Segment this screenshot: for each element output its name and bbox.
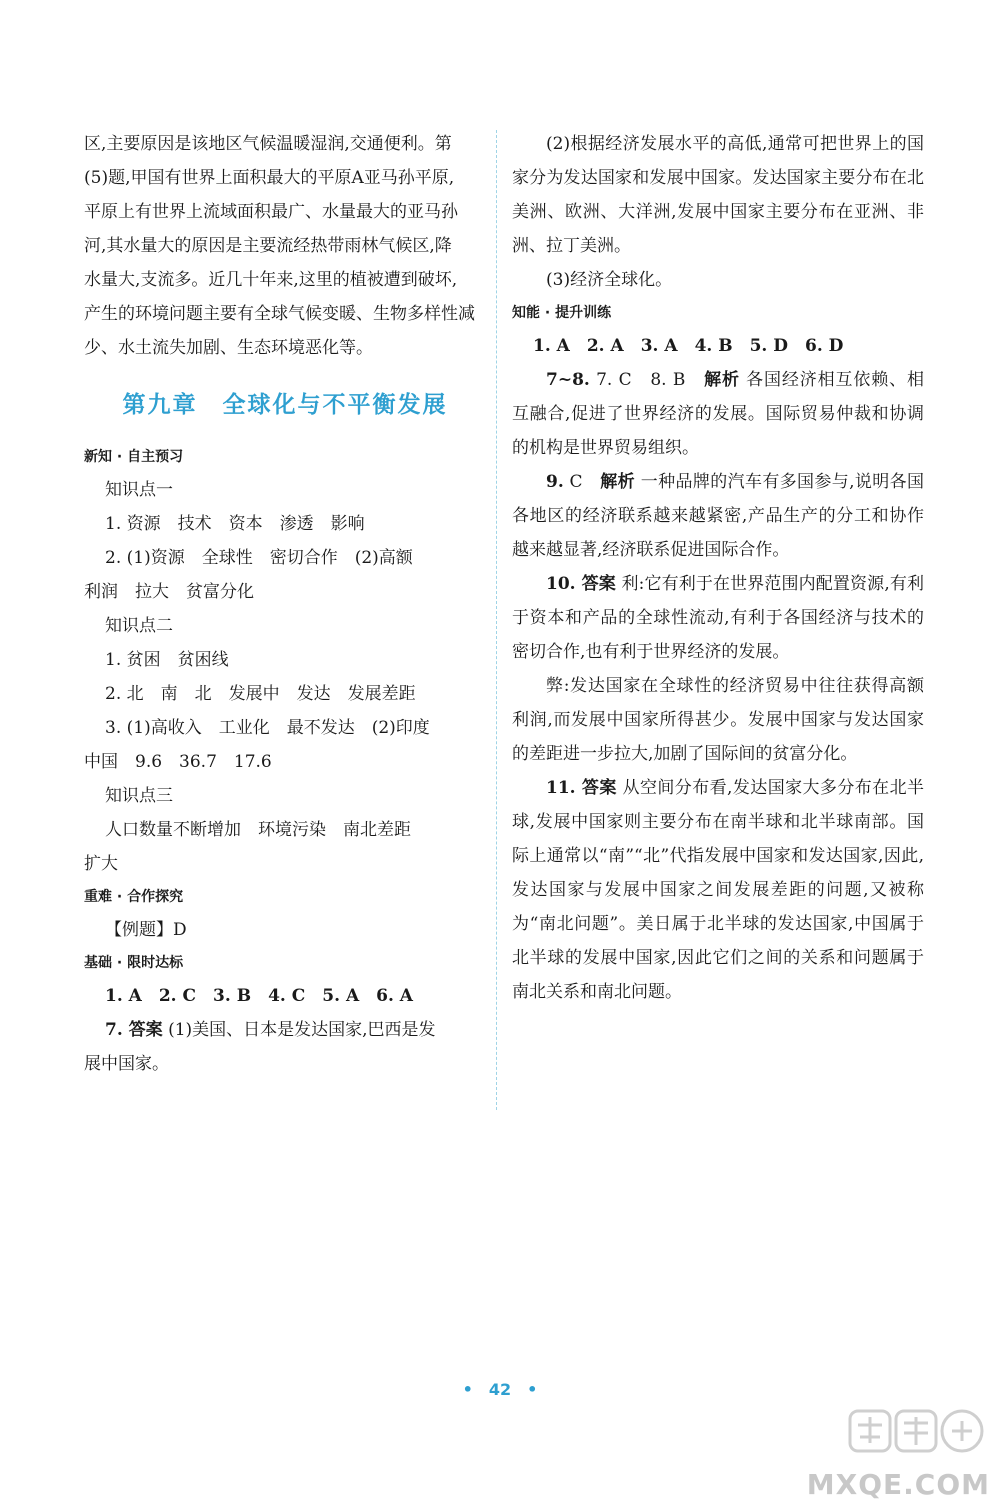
analysis-label: 解析 xyxy=(704,370,740,390)
mc-answers: 1. A 2. A 3. A 4. B 5. D 6. D xyxy=(533,336,844,356)
intro-line: 水量大,支流多。近几十年来,这里的植被遭到破坏, xyxy=(84,270,458,290)
knowledge-point-title: 知识点一 xyxy=(105,480,173,500)
column-divider xyxy=(496,130,497,1110)
q9-answer xyxy=(512,465,924,567)
q78-label: 7~8. xyxy=(546,370,590,390)
example-answer xyxy=(84,913,486,947)
intro-line: 产生的环境问题主要有全球气候变暖、生物多样性减 xyxy=(84,304,475,324)
q78-values: 7. C 8. B xyxy=(589,370,705,390)
page-dot-left: • xyxy=(462,1380,473,1399)
answer-line: 人口数量不断增加 环境污染 南北差距 xyxy=(105,820,411,840)
answer-line: 1. 贫困 贫困线 xyxy=(105,650,229,670)
answer-line: 2. 北 南 北 发展中 发达 发展差距 xyxy=(105,684,416,704)
q11-label: 11. 答案 xyxy=(546,778,617,798)
analysis-label: 解析 xyxy=(600,472,635,492)
page-number xyxy=(0,1380,1000,1399)
q9-analysis: 一种品牌的汽车有多国参与,说明各国各地区的经济联系越来越紧密,产品生产的分工和协作越来越显著,经济联系促进国际合作。 xyxy=(512,472,925,560)
intro-line: 少、水土流失加剧、生态环境恶化等。 xyxy=(84,338,373,358)
section-heading-preview: 新知 · 自主预习 xyxy=(84,449,184,465)
q78-analysis: 各国经济相互依赖、相互融合,促进了世界经济的发展。国际贸易仲裁和协调的机构是世界贸易组织。 xyxy=(512,370,925,458)
q10-answer-cont: 弊:发达国家在全球性的经济贸易中往往获得高额利润,而发展中国家所得甚少。发展中国家与发达国家的差距进一步拉大,加剧了国际间的贫富分化。 xyxy=(512,676,924,764)
q10-text: 利:它有利于在世界范围内配置资源,有利于资本和产品的全球性流动,有利于各国经济与技术的密切合作,也有利于世界经济的发展。 xyxy=(512,574,924,662)
example-label: 【例题】 xyxy=(105,920,173,940)
intro-line: 河,其水量大的原因是主要流经热带雨林气候区,降 xyxy=(84,236,452,256)
knowledge-point-title: 知识点三 xyxy=(105,786,173,806)
intro-line: 平原上有世界上流域面积最广、水量最大的亚马孙 xyxy=(84,202,458,222)
q9-value: C xyxy=(563,472,601,492)
answer-line: 2. (1)资源 全球性 密切合作 (2)高额 xyxy=(105,548,413,568)
q7-answer xyxy=(84,1013,486,1047)
intro-paragraph xyxy=(84,127,486,365)
answer-paragraph: (2)根据经济发展水平的高低,通常可把世界上的国家分为发达国家和发展中国家。发达国家主要分布在北美洲、欧洲、大洋洲,发展中国家主要分布在亚洲、非洲、拉丁美洲。 xyxy=(512,134,924,256)
page-number-value: 42 xyxy=(488,1380,512,1399)
intro-line: (5)题,甲国有世界上面积最大的平原A亚马孙平原, xyxy=(84,168,455,188)
chapter-title: 第九章 全球化与不平衡发展 xyxy=(122,391,448,418)
answer-line: 利润 拉大 贫富分化 xyxy=(84,582,254,602)
q7-text-cont: 展中国家。 xyxy=(84,1054,169,1074)
q10-answer xyxy=(512,567,924,669)
answer-line: 3. (1)高收入 工业化 最不发达 (2)印度 xyxy=(105,718,430,738)
section-heading-explore: 重难 · 合作探究 xyxy=(84,889,184,905)
answer-paragraph: (3)经济全球化。 xyxy=(546,270,673,290)
q10-label: 10. 答案 xyxy=(546,574,616,594)
example-value: D xyxy=(173,920,187,940)
section-heading-basic: 基础 · 限时达标 xyxy=(84,955,184,971)
left-column xyxy=(84,127,486,1081)
answer-line: 中国 9.6 36.7 17.6 xyxy=(84,752,272,772)
q7-text: (1)美国、日本是发达国家,巴西是发 xyxy=(162,1020,436,1040)
right-column xyxy=(512,127,924,1009)
answer-line: 1. 资源 技术 资本 渗透 影响 xyxy=(105,514,365,534)
basic-answers: 1. A 2. C 3. B 4. C 5. A 6. A xyxy=(105,986,413,1006)
section-heading-training: 知能 · 提升训练 xyxy=(512,305,612,321)
q78-answer xyxy=(512,363,924,465)
q11-answer xyxy=(512,771,924,1009)
knowledge-point-title: 知识点二 xyxy=(105,616,173,636)
watermark-text: MXQE.COM xyxy=(806,1468,990,1501)
answer-line: 扩大 xyxy=(84,854,118,874)
q7-label: 7. 答案 xyxy=(105,1020,163,1040)
page-dot-right: • xyxy=(527,1380,538,1399)
intro-line: 区,主要原因是该地区气候温暖湿润,交通便利。第 xyxy=(84,134,452,154)
q9-label: 9. xyxy=(546,472,564,492)
q11-text: 从空间分布看,发达国家大多分布在北半球,发展中国家则主要分布在南半球和北半球南部。国际上通常以“南”“北”代指发展中国家和发达国家,因此,发达国家与发展中国家之间发展差距的问题,又被称为“南北问题”。美日属于北半球的发达国家,中国属于北半球的发展中国家,因此它们之间的关系和问题属于南北关系和南北问题。 xyxy=(512,778,925,1002)
